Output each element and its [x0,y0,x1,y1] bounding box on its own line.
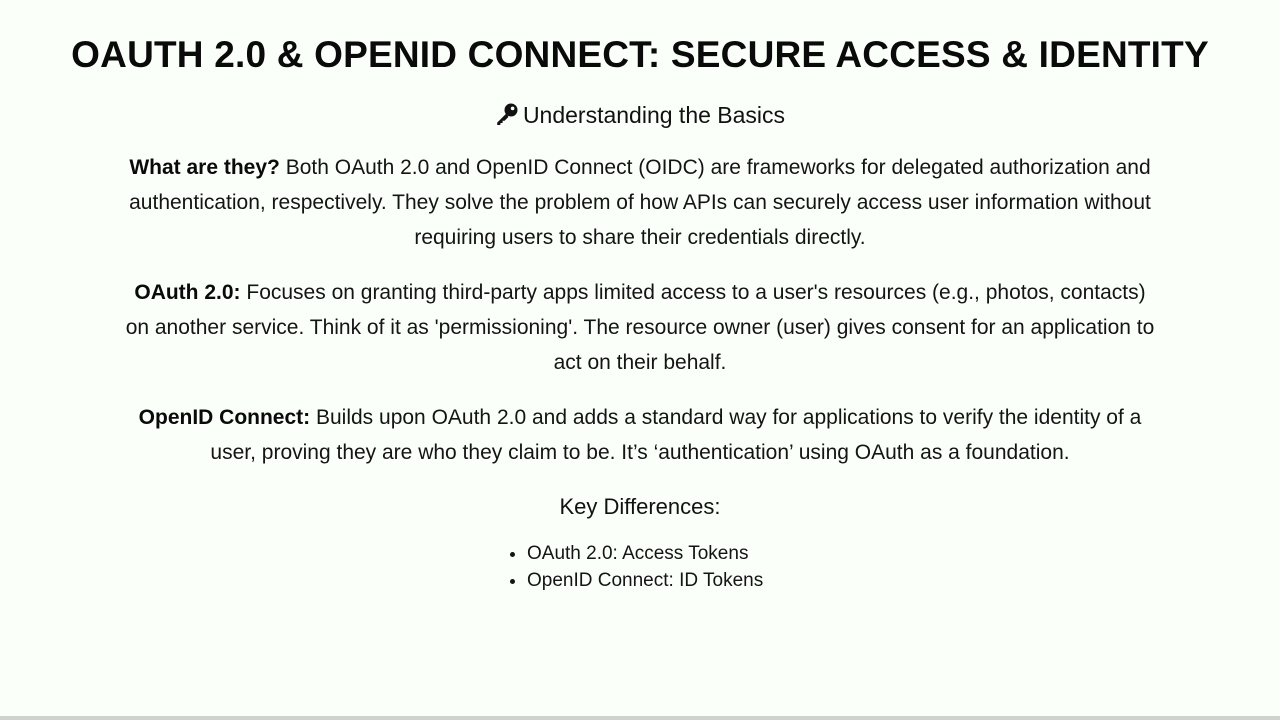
paragraph-oauth [120,275,1160,380]
bottom-divider [0,716,1280,720]
section-subtitle [0,100,1280,130]
paragraph-what-are-they [120,150,1160,255]
key-differences-list [505,540,775,594]
paragraph-text: Focuses on granting third-party apps limited access to a user's resources (e.g., photos, contacts) on another service. Think of it as 'permissioning'. The resource owner (user) gives consent for an application to act on their behalf. [125,281,1155,374]
subtitle-text: Understanding the Basics [522,102,786,128]
key-icon [495,102,519,126]
list-item: • OAuth 2.0: Access Tokens [527,540,775,567]
list-item: • OpenID Connect: ID Tokens [527,567,775,594]
key-differences-heading: Key Differences: [559,494,721,519]
paragraph-openid-connect [120,400,1160,470]
paragraph-text: Both OAuth 2.0 and OpenID Connect (OIDC) are frameworks for delegated authorization and authentication, respectively. They solve the problem of how APIs can securely access user information without requiring users to share their credentials directly. [129,156,1151,249]
paragraph-text: Builds upon OAuth 2.0 and adds a standard way for applications to verify the identity of a user, proving they are who they claim to be. It’s ‘authentication’ using OAuth as a foundation. [210,406,1142,464]
page-title: OAUTH 2.0 & OPENID CONNECT: SECURE ACCESS & IDENTITY [71,34,1209,75]
content-body [120,150,1160,594]
paragraph-label: OAuth 2.0: [134,281,241,304]
paragraph-label: What are they? [129,156,280,179]
paragraph-label: OpenID Connect: [138,406,311,429]
